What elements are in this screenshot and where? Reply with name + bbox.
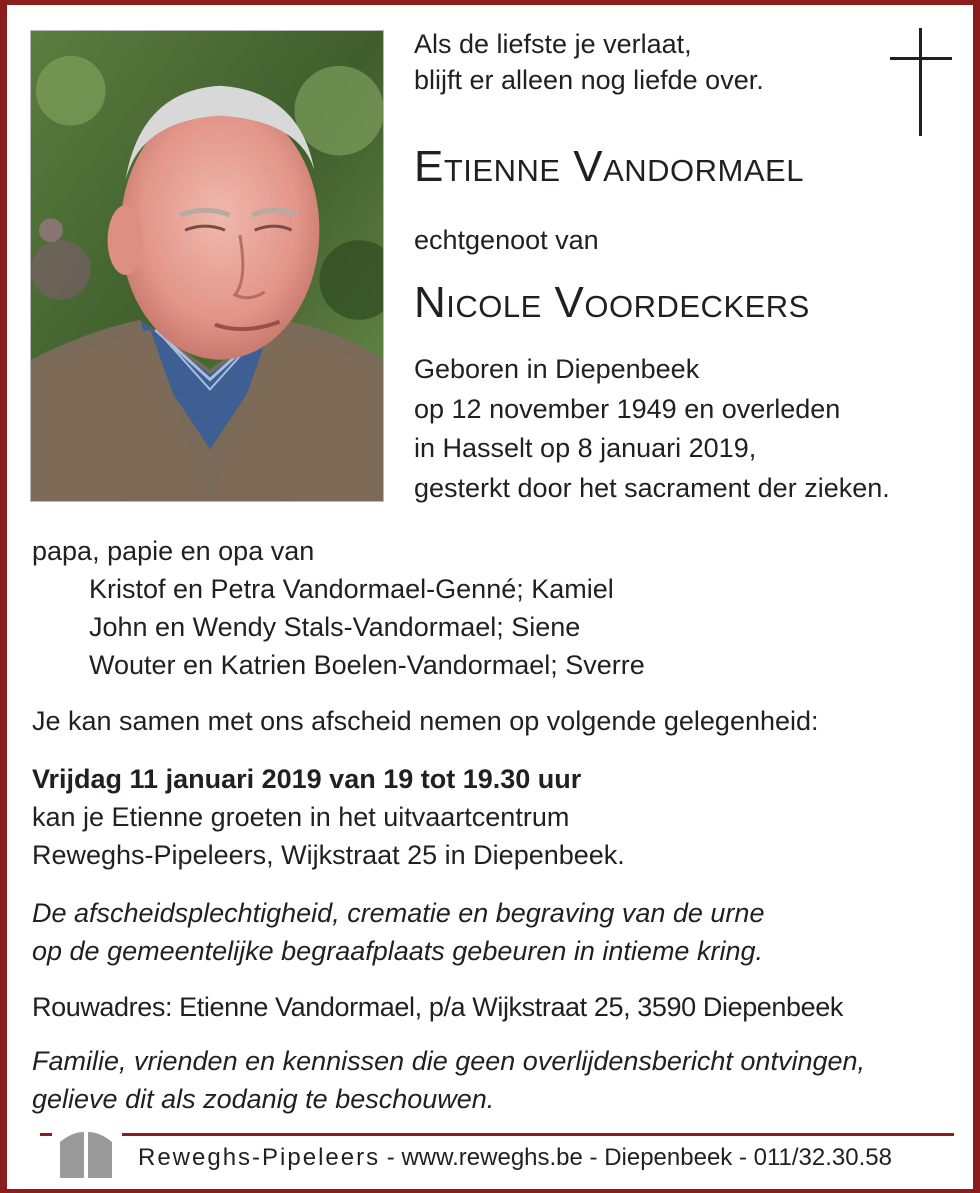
birth-death-details xyxy=(414,350,890,508)
ceremony-note xyxy=(32,894,764,970)
birth-line-2: op 12 november 1949 en overleden xyxy=(414,393,841,424)
frame-right-border xyxy=(973,0,980,1193)
footer-rule-right xyxy=(122,1133,954,1136)
visitation-details xyxy=(32,760,625,874)
notice-line-2: gelieve dit als zodanig te beschouwen. xyxy=(32,1084,495,1114)
footer-details: www.reweghs.be - Diepenbeek - 011/32.30.58 xyxy=(401,1144,892,1171)
birth-line-1: Geboren in Diepenbeek xyxy=(414,354,700,384)
spouse-name: Nicole Voordeckers xyxy=(414,278,810,327)
visitation-date: Vrijdag 11 januari 2019 van 19 tot 19.30 uur xyxy=(32,764,582,794)
farewell-invitation: Je kan samen met ons afscheid nemen op volgende gelegenheid: xyxy=(32,706,819,736)
frame-top-border xyxy=(0,0,980,5)
verse-line-1: Als de liefste je verlaat, xyxy=(414,29,692,59)
family-intro: papa, papie en opa van xyxy=(32,536,315,566)
mourning-address: Rouwadres: Etienne Vandormael, p/a Wijkstraat 25, 3590 Diepenbeek xyxy=(32,992,843,1022)
verse-line-2: blijft er alleen nog liefde over. xyxy=(414,65,764,95)
portrait-illustration xyxy=(31,31,383,501)
family-member: John en Wendy Stals-Vandormael; Siene xyxy=(89,612,581,642)
frame-bottom-border xyxy=(0,1189,980,1193)
spouse-intro: echtgenoot van xyxy=(414,225,599,255)
notice-text xyxy=(32,1042,865,1118)
footer-rule-left xyxy=(40,1133,52,1136)
notice-line-1: Familie, vrienden en kennissen die geen overlijdensbericht ontvingen, xyxy=(32,1046,866,1076)
footer-separator: - xyxy=(386,1144,395,1171)
ceremony-line-1: De afscheidsplechtigheid, crematie en begraving van de urne xyxy=(32,898,765,928)
footer-contact xyxy=(138,1143,892,1173)
ceremony-line-2: op de gemeentelijke begraafplaats gebeuren in intieme kring. xyxy=(32,936,763,966)
portrait-photo xyxy=(30,30,384,502)
visitation-line-2: Reweghs-Pipeleers, Wijkstraat 25 in Diepenbeek. xyxy=(32,840,625,870)
birth-line-4: gesterkt door het sacrament der zieken. xyxy=(414,472,890,503)
funeral-home-logo-icon xyxy=(58,1128,114,1178)
visitation-line-1: kan je Etienne groeten in het uitvaartcentrum xyxy=(32,802,570,832)
cross-icon xyxy=(890,28,952,136)
deceased-name: Etienne Vandormael xyxy=(414,142,804,191)
family-member: Kristof en Petra Vandormael-Genné; Kamiel xyxy=(89,574,614,604)
footer-firm-name: Reweghs-Pipeleers xyxy=(138,1144,381,1171)
birth-line-3: in Hasselt op 8 januari 2019, xyxy=(414,433,757,463)
family-member: Wouter en Katrien Boelen-Vandormael; Sverre xyxy=(89,650,645,680)
opening-verse xyxy=(414,26,764,98)
frame-left-border xyxy=(0,0,7,1193)
family-list xyxy=(32,532,645,684)
